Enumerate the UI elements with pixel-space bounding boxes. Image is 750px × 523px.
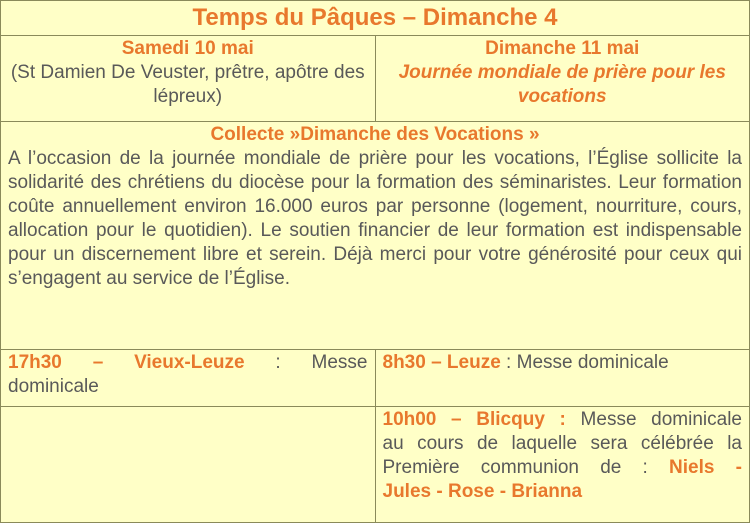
saturday-mass-line1 <box>8 351 368 375</box>
page-title: Temps du Pâques – Dimanche 4 <box>1 1 750 36</box>
empty-cell <box>1 406 376 522</box>
saturday-saint: (St Damien De Veuster, prêtre, apôtre des lépreux) <box>10 62 365 108</box>
sunday-mass2-line2: au cours de laquelle sera célébrée la <box>382 432 742 454</box>
sunday-occasion: Journée mondiale de prière pour les vocations <box>398 62 726 108</box>
saturday-cell <box>1 36 376 122</box>
sunday-mass2-line1 <box>383 408 743 432</box>
sunday-mass2-cell <box>375 406 750 522</box>
sunday-mass2-type: Messe dominicale <box>565 408 743 430</box>
sunday-mass1-type: : Messe dominicale <box>500 352 669 374</box>
collecte-body: A l’occasion de la journée mondiale de prière pour les vocations, l’Église sollicite la solidarité des chrétiens du diocèse pour la formation des séminaristes. Leur formation coûte annuellement environ 16.000 euros par personne (logement, nourriture, cours, allocation pour le quotidien). Le soutien financier de leur formation est indispensable pour un discernement libre et serein. Déjà merci pour votre générosité pour ceux qui s’engagent au service de l’Église. <box>8 148 742 290</box>
collecte-cell <box>1 122 750 350</box>
sunday-mass1-lead: 8h30 – Leuze <box>382 352 501 374</box>
saturday-mass-time: 17h30 – <box>8 352 135 374</box>
saturday-mass-cell <box>1 350 376 406</box>
saturday-mass-line2: dominicale <box>8 376 99 398</box>
saturday-date: Samedi 10 mai <box>121 38 254 60</box>
communion-names-a: Niels - <box>669 456 742 478</box>
sunday-date: Dimanche 11 mai <box>485 38 640 60</box>
sunday-cell <box>375 36 750 122</box>
sunday-mass2-lead: 10h00 – Blicquy : <box>382 408 566 430</box>
sunday-mass1-cell <box>375 350 750 406</box>
saturday-mass-place: Vieux-Leuze <box>134 352 245 374</box>
sunday-mass2-line3 <box>383 456 743 480</box>
communion-names-b: Jules - Rose - Brianna <box>382 480 583 502</box>
saturday-mass-type: : Messe <box>244 352 368 374</box>
collecte-heading: Collecte »Dimanche des Vocations » <box>210 124 540 146</box>
sunday-mass2-communion: Première communion de : <box>382 456 670 478</box>
